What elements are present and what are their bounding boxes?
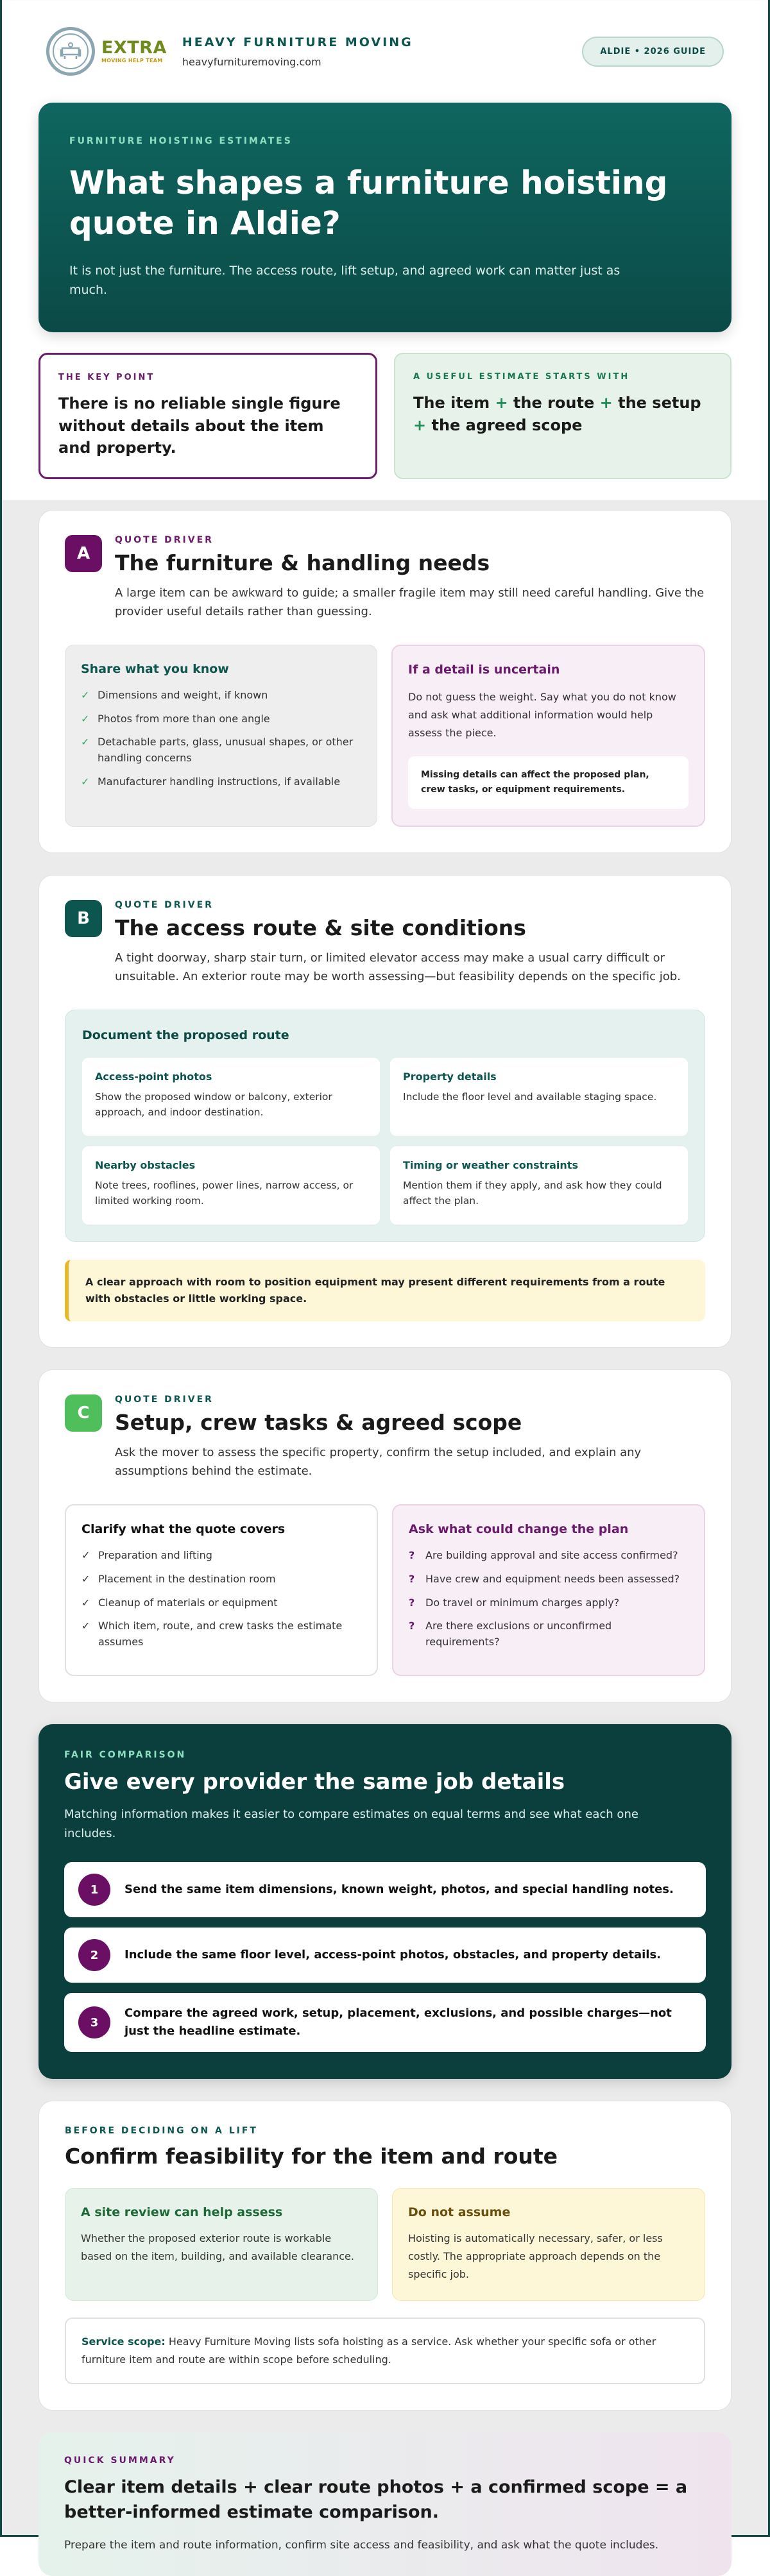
route-item-obstacles <box>82 1146 380 1224</box>
feasibility-card <box>38 2101 732 2411</box>
useful-estimate-formula <box>413 392 712 437</box>
route-item-text: Include the floor level and available staging space. <box>403 1090 657 1103</box>
share-title: Share what you know <box>81 661 229 676</box>
check-icon: ✓ <box>81 1620 90 1632</box>
list-item-text: Preparation and lifting <box>98 1548 212 1561</box>
section-c-header <box>65 1394 705 1481</box>
route-item-timing <box>390 1146 688 1224</box>
logo-furniture-icon <box>53 33 89 69</box>
list-item <box>409 1572 689 1588</box>
check-icon: ✓ <box>81 688 90 701</box>
section-c-title: Setup, crew tasks & agreed scope <box>115 1410 522 1436</box>
check-icon: ✓ <box>81 736 90 749</box>
uncertain-note: Missing details can affect the proposed plan, crew tasks, or equipment requirements. <box>408 756 689 809</box>
change-panel <box>392 1504 705 1676</box>
covers-list <box>81 1548 361 1650</box>
list-item-text: Are there exclusions or unconfirmed requirements? <box>425 1620 612 1648</box>
site-review-title: A site review can help assess <box>81 2205 283 2220</box>
step-text: Include the same floor level, access-point photos, obstacles, and property details. <box>124 1948 662 1962</box>
change-title: Ask what could change the plan <box>409 1521 629 1536</box>
route-item-text: Show the proposed window or balcony, exterior approach, and indoor destination. <box>95 1090 332 1119</box>
fair-steps <box>64 1862 706 2052</box>
step-text: Send the same item dimensions, known weight, photos, and special handling notes. <box>124 1883 674 1897</box>
share-panel <box>65 645 377 827</box>
list-item-text: Detachable parts, glass, unusual shapes, or other handling concerns <box>98 736 354 765</box>
site-review-box <box>65 2188 378 2301</box>
list-item-text: Dimensions and weight, if known <box>98 688 268 701</box>
formula-scope: the agreed scope <box>431 416 583 434</box>
service-scope-note <box>65 2318 705 2384</box>
useful-estimate-eyebrow: A USEFUL ESTIMATE STARTS WITH <box>413 371 630 382</box>
route-item-text: Mention them if they apply, and ask how they could affect the plan. <box>403 1179 662 1207</box>
hero-text: It is not just the furniture. The access route, lift setup, and agreed work can matter just as much. <box>69 264 620 298</box>
question-icon: ? <box>409 1572 415 1585</box>
question-icon: ? <box>409 1596 415 1609</box>
logo-text <box>101 39 167 64</box>
list-item-text: Photos from more than one angle <box>98 712 270 725</box>
list-item <box>81 774 361 790</box>
do-not-assume-text: Hoisting is automatically necessary, safer, or less costly. The appropriate approach depends on the specific job. <box>408 2232 663 2281</box>
step-number: 1 <box>78 1874 110 1906</box>
section-a-header <box>65 535 705 622</box>
check-icon: ✓ <box>81 1548 90 1561</box>
step-item <box>64 1862 706 1917</box>
uncertain-panel <box>391 645 705 827</box>
list-item-text: Cleanup of materials or equipment <box>98 1596 278 1609</box>
section-b-eyebrow: QUOTE DRIVER <box>115 899 214 910</box>
section-a-title: The furniture & handling needs <box>115 550 490 576</box>
do-not-assume-box <box>392 2188 705 2301</box>
do-not-assume-title: Do not assume <box>408 2205 511 2220</box>
summary-text: Prepare the item and route information, confirm site access and feasibility, and ask what the quote includes. <box>64 2539 659 2552</box>
uncertain-title: If a detail is uncertain <box>408 662 560 677</box>
brand-name: HEAVY FURNITURE MOVING <box>182 35 413 49</box>
site-header <box>38 0 732 103</box>
key-point-text: There is no reliable single figure without details about the item and property. <box>58 394 341 457</box>
section-b-badge: B <box>65 900 102 937</box>
section-a-text: A large item can be awkward to guide; a smaller fragile item may still need careful handling. Give the provider useful details rather than guessing. <box>115 586 705 618</box>
section-a-panels <box>65 645 705 827</box>
list-item <box>81 1572 361 1588</box>
section-b-text: A tight doorway, sharp stair turn, or limited elevator access may make a usual carry difficult or unsuitable. An exterior route may be worth assessing—but feasibility depends on the specific job. <box>115 951 681 983</box>
list-item <box>409 1618 689 1650</box>
route-item-text: Note trees, rooflines, power lines, narrow access, or limited working room. <box>95 1179 354 1207</box>
section-c-badge: C <box>65 1394 102 1432</box>
list-item <box>81 1595 361 1611</box>
list-item <box>81 1548 361 1564</box>
step-number: 2 <box>78 1939 110 1971</box>
route-grid <box>82 1058 688 1224</box>
key-point-card <box>38 353 377 479</box>
list-item-text: Do travel or minimum charges apply? <box>425 1596 620 1609</box>
covers-title: Clarify what the quote covers <box>81 1521 286 1536</box>
check-icon: ✓ <box>81 712 90 725</box>
route-item-title: Access-point photos <box>95 1070 212 1083</box>
route-item-title: Timing or weather constraints <box>403 1158 578 1171</box>
route-box <box>65 1010 705 1242</box>
section-b-meta <box>115 900 705 987</box>
section-c-text: Ask the mover to assess the specific property, confirm the setup included, and explain any assumptions behind the estimate. <box>115 1446 642 1479</box>
step-item <box>64 1928 706 1983</box>
list-item <box>409 1595 689 1611</box>
feasibility-row <box>65 2188 705 2301</box>
fair-lead: Matching information makes it easier to compare estimates on equal terms and see what each one includes. <box>64 1807 638 1840</box>
share-list <box>81 688 361 790</box>
section-c-panels <box>65 1504 705 1676</box>
list-item-text: Are building approval and site access confirmed? <box>425 1548 678 1561</box>
list-item <box>81 734 361 767</box>
list-item-text: Have crew and equipment needs been assessed? <box>425 1572 680 1585</box>
list-item <box>409 1548 689 1564</box>
route-item-access-photos <box>82 1058 380 1136</box>
list-item-text: Which item, route, and crew tasks the estimate assumes <box>98 1620 343 1648</box>
section-c-meta <box>115 1394 705 1481</box>
uncertain-text: Do not guess the weight. Say what you do not know and ask what additional information would help assess the piece. <box>408 690 676 739</box>
quick-summary <box>38 2432 732 2576</box>
hero-eyebrow: FURNITURE HOISTING ESTIMATES <box>69 136 293 146</box>
logo-badge <box>46 27 95 76</box>
plus-icon: + <box>413 416 427 434</box>
hero-banner <box>38 103 732 332</box>
formula-item: The item <box>413 393 490 412</box>
brand-meta <box>182 35 413 68</box>
section-c-card <box>38 1369 732 1702</box>
plus-icon: + <box>599 393 613 412</box>
section-b-title: The access route & site conditions <box>115 915 526 940</box>
route-title: Document the proposed route <box>82 1028 289 1042</box>
section-a-eyebrow: QUOTE DRIVER <box>115 535 214 546</box>
section-a-meta <box>115 535 705 622</box>
step-text: Compare the agreed work, setup, placement, exclusions, and possible charges—not just the headline estimate. <box>124 2006 672 2038</box>
section-c-eyebrow: QUOTE DRIVER <box>115 1394 214 1405</box>
list-item <box>81 688 361 704</box>
check-icon: ✓ <box>81 1572 90 1585</box>
key-point-eyebrow: THE KEY POINT <box>58 372 155 382</box>
summary-eyebrow: QUICK SUMMARY <box>64 2455 176 2466</box>
service-scope-label: Service scope: <box>81 2335 166 2348</box>
service-scope-text: Heavy Furniture Moving lists sofa hoisting as a service. Ask whether your specific sofa or other furniture item and route are within scope before scheduling. <box>81 2335 656 2366</box>
useful-estimate-card <box>394 353 732 479</box>
list-item <box>81 1618 361 1650</box>
plus-icon: + <box>495 393 508 412</box>
site-review-text: Whether the proposed exterior route is workable based on the item, building, and available clearance. <box>81 2232 354 2263</box>
route-item-title: Property details <box>403 1070 497 1083</box>
section-a-badge: A <box>65 535 102 572</box>
fair-title: Give every provider the same job details <box>64 1768 565 1795</box>
step-item <box>64 1993 706 2052</box>
page-title: What shapes a furniture hoisting quote in Aldie? <box>69 164 668 242</box>
fair-eyebrow: FAIR COMPARISON <box>64 1749 187 1760</box>
route-callout: A clear approach with room to position equipment may present different requirements from a route with obstacles or little working space. <box>65 1260 705 1322</box>
fair-comparison-section <box>38 1724 732 2079</box>
guide-badge: ALDIE • 2026 GUIDE <box>582 37 724 67</box>
brand-domain[interactable]: heavyfurnituremoving.com <box>182 55 321 68</box>
list-item-text: Placement in the destination room <box>98 1572 276 1585</box>
key-points-row <box>38 353 732 479</box>
section-b-header <box>65 900 705 987</box>
check-icon: ✓ <box>81 1596 90 1609</box>
route-item-title: Nearby obstacles <box>95 1158 196 1171</box>
logo-tagline: MOVING HELP TEAM <box>101 58 163 64</box>
formula-setup: the setup <box>618 393 701 412</box>
route-item-property-details <box>390 1058 688 1136</box>
step-number: 3 <box>78 2006 110 2038</box>
section-a-card <box>38 510 732 853</box>
change-list <box>409 1548 689 1650</box>
question-icon: ? <box>409 1548 415 1561</box>
summary-title: Clear item details + clear route photos + a confirmed scope = a better-informed estimate comparison. <box>64 2477 688 2523</box>
list-item <box>81 711 361 727</box>
logo-word: EXTRA <box>101 38 167 58</box>
question-icon: ? <box>409 1620 415 1632</box>
list-item-text: Manufacturer handling instructions, if available <box>98 775 341 788</box>
section-b-card <box>38 875 732 1348</box>
brand[interactable] <box>46 27 413 76</box>
feasibility-title: Confirm feasibility for the item and route <box>65 2144 558 2169</box>
covers-panel <box>65 1504 378 1676</box>
formula-route: the route <box>513 393 595 412</box>
feasibility-eyebrow: BEFORE DECIDING ON A LIFT <box>65 2126 258 2137</box>
check-icon: ✓ <box>81 775 90 788</box>
